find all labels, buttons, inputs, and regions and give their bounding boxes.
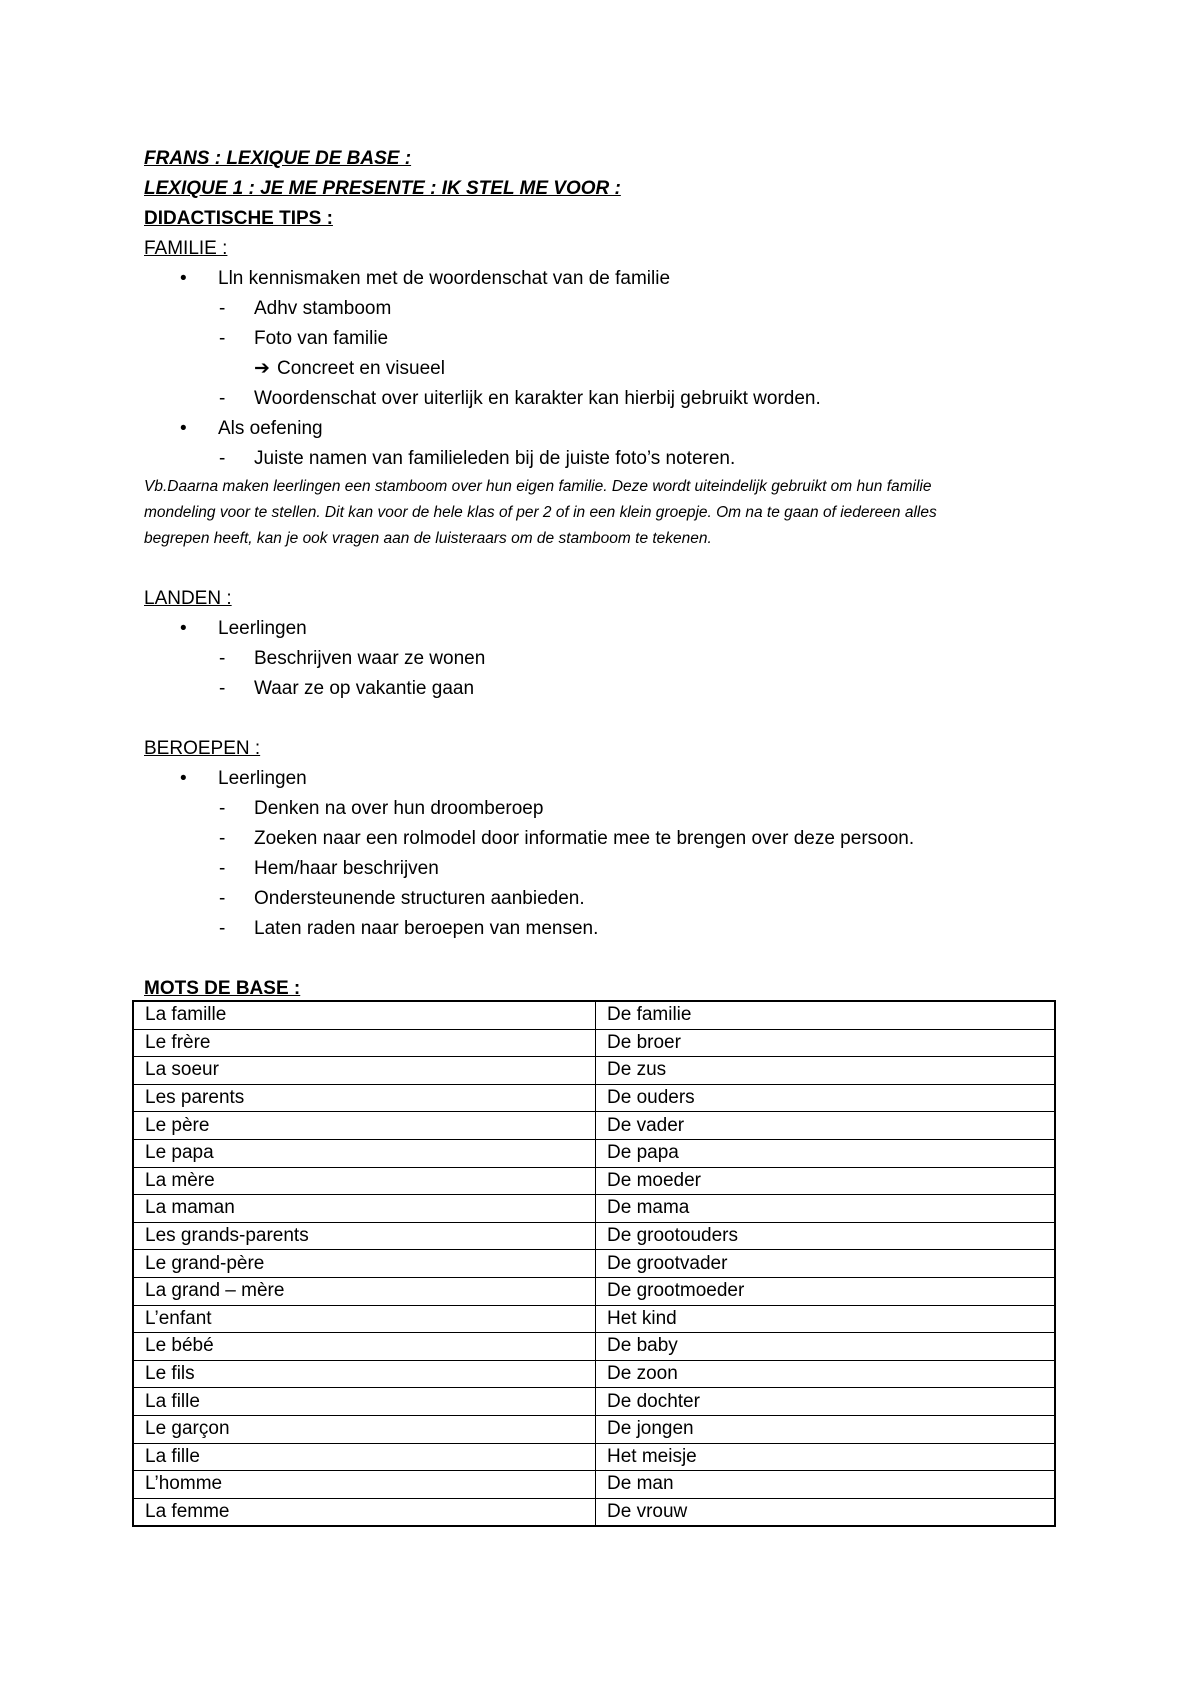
bullet-icon: • — [180, 268, 187, 289]
arrow-icon: ➔ — [254, 358, 270, 379]
french-word-cell: La grand – mère — [133, 1277, 596, 1305]
dutch-word-cell: De vrouw — [596, 1498, 1056, 1526]
beroepen-sub-4: Ondersteunende structuren aanbieden. — [254, 888, 585, 909]
mots-heading: MOTS DE BASE : — [144, 978, 301, 999]
table-row — [133, 1305, 1055, 1333]
dash-icon: - — [219, 798, 226, 819]
dutch-word-cell: De familie — [596, 1001, 1056, 1029]
familie-heading: FAMILIE : — [144, 238, 228, 259]
dutch-word-cell: De zoon — [596, 1360, 1056, 1388]
french-word-cell: Le fils — [133, 1360, 596, 1388]
dash-icon: - — [219, 648, 226, 669]
dutch-word-cell: De vader — [596, 1112, 1056, 1140]
french-word-cell: L’homme — [133, 1471, 596, 1499]
familie-arrow-text: Concreet en visueel — [277, 358, 445, 379]
dash-icon: - — [219, 388, 226, 409]
table-row — [133, 1250, 1055, 1278]
familie-sub-4: Juiste namen van familieleden bij de juiste foto’s noteren. — [254, 448, 736, 469]
table-row — [133, 1498, 1055, 1526]
table-row — [133, 1167, 1055, 1195]
table-row — [133, 1222, 1055, 1250]
table-row — [133, 1333, 1055, 1361]
french-word-cell: Le garçon — [133, 1415, 596, 1443]
example-note-line-3: begrepen heeft, kan je ook vragen aan de luisteraars om de stamboom te tekenen. — [144, 530, 712, 547]
familie-sub-1: Adhv stamboom — [254, 298, 392, 319]
french-word-cell: Les parents — [133, 1084, 596, 1112]
dash-icon: - — [219, 888, 226, 909]
dutch-word-cell: De grootmoeder — [596, 1277, 1056, 1305]
table-row — [133, 1001, 1055, 1029]
dutch-word-cell: De broer — [596, 1029, 1056, 1057]
table-row — [133, 1084, 1055, 1112]
table-row — [133, 1415, 1055, 1443]
beroepen-sub-2: Zoeken naar een rolmodel door informatie mee te brengen over deze persoon. — [254, 828, 915, 849]
french-word-cell: La soeur — [133, 1057, 596, 1085]
bullet-icon: • — [180, 418, 187, 439]
beroepen-heading: BEROEPEN : — [144, 738, 261, 759]
landen-sub-2: Waar ze op vakantie gaan — [254, 678, 475, 699]
dutch-word-cell: De mama — [596, 1195, 1056, 1223]
vocabulary-table — [132, 1000, 1056, 1527]
dash-icon: - — [219, 328, 226, 349]
dutch-word-cell: De ouders — [596, 1084, 1056, 1112]
table-row — [133, 1443, 1055, 1471]
beroepen-sub-1: Denken na over hun droomberoep — [254, 798, 544, 819]
bullet-icon: • — [180, 618, 187, 639]
familie-bullet-1: Lln kennismaken met de woordenschat van de familie — [218, 268, 671, 289]
french-word-cell: La fille — [133, 1443, 596, 1471]
beroepen-bullet-1: Leerlingen — [218, 768, 307, 789]
landen-heading: LANDEN : — [144, 588, 232, 609]
french-word-cell: L’enfant — [133, 1305, 596, 1333]
dash-icon: - — [219, 858, 226, 879]
dutch-word-cell: De zus — [596, 1057, 1056, 1085]
dash-icon: - — [219, 918, 226, 939]
dutch-word-cell: De moeder — [596, 1167, 1056, 1195]
dutch-word-cell: Het kind — [596, 1305, 1056, 1333]
table-row — [133, 1139, 1055, 1167]
table-row — [133, 1195, 1055, 1223]
table-row — [133, 1057, 1055, 1085]
table-row — [133, 1360, 1055, 1388]
french-word-cell: Le papa — [133, 1139, 596, 1167]
dutch-word-cell: De grootvader — [596, 1250, 1056, 1278]
dutch-word-cell: De grootouders — [596, 1222, 1056, 1250]
dash-icon: - — [219, 448, 226, 469]
familie-bullet-2: Als oefening — [218, 418, 323, 439]
table-row — [133, 1388, 1055, 1416]
french-word-cell: Les grands-parents — [133, 1222, 596, 1250]
dutch-word-cell: Het meisje — [596, 1443, 1056, 1471]
tips-heading: DIDACTISCHE TIPS : — [144, 208, 333, 229]
french-word-cell: La maman — [133, 1195, 596, 1223]
bullet-icon: • — [180, 768, 187, 789]
dash-icon: - — [219, 298, 226, 319]
table-row — [133, 1029, 1055, 1057]
dutch-word-cell: De papa — [596, 1139, 1056, 1167]
french-word-cell: Le bébé — [133, 1333, 596, 1361]
familie-sub-2: Foto van familie — [254, 328, 389, 349]
french-word-cell: La femme — [133, 1498, 596, 1526]
beroepen-sub-5: Laten raden naar beroepen van mensen. — [254, 918, 599, 939]
beroepen-sub-3: Hem/haar beschrijven — [254, 858, 439, 879]
document-title: FRANS : LEXIQUE DE BASE : — [144, 148, 412, 169]
lexique-title: LEXIQUE 1 : JE ME PRESENTE : IK STEL ME VOOR : — [144, 178, 621, 199]
familie-sub-3: Woordenschat over uiterlijk en karakter kan hierbij gebruikt worden. — [254, 388, 821, 409]
french-word-cell: Le grand-père — [133, 1250, 596, 1278]
dash-icon: - — [219, 828, 226, 849]
dutch-word-cell: De dochter — [596, 1388, 1056, 1416]
landen-bullet-1: Leerlingen — [218, 618, 307, 639]
dutch-word-cell: De baby — [596, 1333, 1056, 1361]
example-note-line-2: mondeling voor te stellen. Dit kan voor de hele klas of per 2 of in een klein groepje. Om na te gaan of iedereen alles — [144, 504, 937, 521]
dutch-word-cell: De jongen — [596, 1415, 1056, 1443]
table-row — [133, 1112, 1055, 1140]
french-word-cell: Le frère — [133, 1029, 596, 1057]
french-word-cell: La mère — [133, 1167, 596, 1195]
table-row — [133, 1277, 1055, 1305]
example-note-line-1: Vb.Daarna maken leerlingen een stamboom over hun eigen familie. Deze wordt uiteindelijk gebruikt om hun familie — [144, 478, 932, 495]
landen-sub-1: Beschrijven waar ze wonen — [254, 648, 486, 669]
dutch-word-cell: De man — [596, 1471, 1056, 1499]
table-row — [133, 1471, 1055, 1499]
french-word-cell: La famille — [133, 1001, 596, 1029]
dash-icon: - — [219, 678, 226, 699]
french-word-cell: Le père — [133, 1112, 596, 1140]
french-word-cell: La fille — [133, 1388, 596, 1416]
